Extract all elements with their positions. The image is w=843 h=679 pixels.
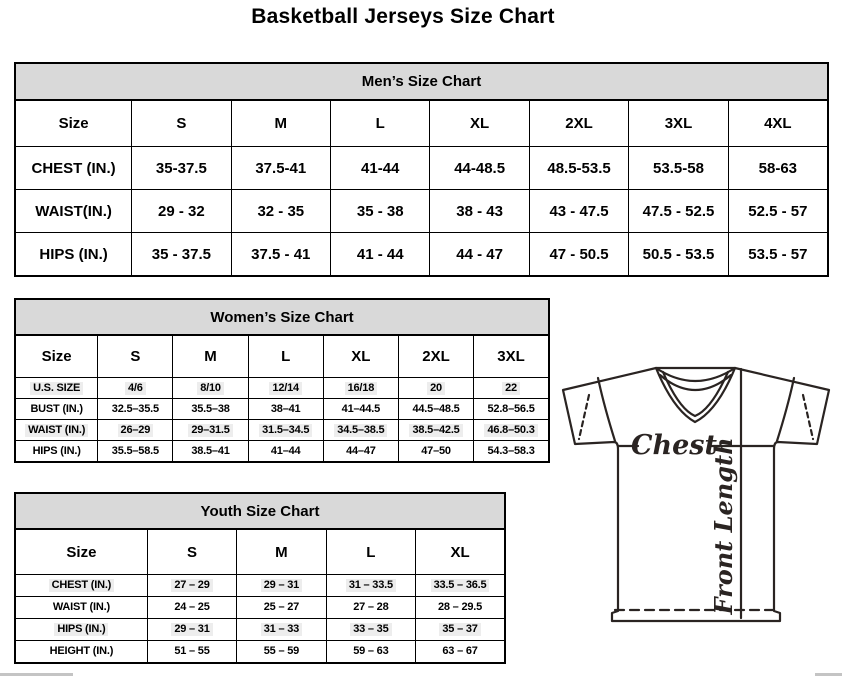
row-label-cell (15, 399, 98, 420)
column-header-cell: S (147, 529, 236, 575)
value-cell (323, 420, 398, 441)
cell-text: 52.5 - 57 (748, 202, 808, 220)
cell-text: 32.5–35.5 (111, 402, 159, 415)
cell-text: 33 – 35 (350, 623, 391, 636)
table-title: Women’s Size Chart (15, 299, 549, 335)
value-cell (132, 147, 231, 190)
cell-text: 27 – 29 (171, 579, 212, 592)
value-cell (98, 399, 173, 420)
column-header-row (15, 529, 505, 575)
table-row (15, 190, 828, 233)
cell-text: 41-44 (361, 159, 400, 177)
value-cell (529, 190, 628, 233)
cell-text: HIPS (IN.) (39, 245, 108, 263)
cell-text: 22 (502, 382, 520, 395)
value-cell (248, 420, 323, 441)
column-header-cell: L (248, 335, 323, 378)
cell-text: 35.5–38 (191, 402, 230, 415)
cell-text: 27 – 28 (353, 601, 389, 613)
front-length-label: Front Length (709, 437, 738, 615)
value-cell (416, 641, 505, 664)
value-cell (147, 641, 236, 664)
value-cell (728, 233, 828, 277)
table-row (15, 641, 505, 664)
column-header-row (15, 335, 549, 378)
cell-text: 59 – 63 (353, 645, 389, 657)
cell-text: 35 – 37 (439, 623, 480, 636)
column-header-cell: S (132, 100, 231, 147)
row-label-cell (15, 641, 147, 664)
youth-size-chart-table (14, 492, 506, 664)
value-cell (629, 147, 728, 190)
hscrollbar-fragment-right[interactable] (815, 673, 842, 676)
cell-text: 51 – 55 (174, 645, 210, 657)
value-cell (326, 641, 415, 664)
value-cell (331, 147, 430, 190)
column-header-row (15, 100, 828, 147)
cell-text: CHEST (IN.) (31, 159, 116, 177)
cell-text: 54.3–58.3 (487, 444, 535, 457)
jersey-measurement-diagram (558, 354, 842, 630)
value-cell (231, 190, 330, 233)
table-title-row (15, 493, 505, 529)
column-header-cell: M (173, 335, 248, 378)
cell-text: 44.5–48.5 (412, 402, 460, 415)
cell-text: 47.5 - 52.5 (642, 202, 715, 220)
page-title: Basketball Jerseys Size Chart (251, 5, 555, 28)
cell-text: 53.5 - 57 (748, 245, 808, 263)
cell-text: 38.5–42.5 (409, 424, 462, 437)
cell-text: 38–41 (270, 402, 301, 415)
column-header-cell: XL (416, 529, 505, 575)
value-cell (474, 441, 549, 463)
table-title: Men’s Size Chart (15, 63, 828, 100)
row-label-cell (15, 147, 132, 190)
cell-text: HIPS (IN.) (54, 623, 108, 636)
value-cell (474, 378, 549, 399)
value-cell (173, 441, 248, 463)
table-row (15, 399, 549, 420)
value-cell (323, 441, 398, 463)
value-cell (248, 441, 323, 463)
row-label-cell (15, 441, 98, 463)
value-cell (231, 233, 330, 277)
cell-text: 50.5 - 53.5 (642, 245, 715, 263)
cell-text: 25 – 27 (263, 601, 300, 613)
column-header-cell: S (98, 335, 173, 378)
cell-text: 63 – 67 (442, 645, 478, 657)
value-cell (529, 233, 628, 277)
table-title-row (15, 299, 549, 335)
cell-text: BUST (IN.) (30, 402, 83, 415)
cell-text: 41–44 (270, 444, 301, 457)
value-cell (147, 575, 236, 597)
table-title-row (15, 63, 828, 100)
cell-text: 26–29 (118, 424, 154, 437)
column-header-cell: 3XL (474, 335, 549, 378)
jersey-outline (563, 368, 829, 621)
value-cell (147, 597, 236, 619)
column-header-cell: XL (323, 335, 398, 378)
cell-text: WAIST(IN.) (35, 202, 112, 220)
cell-text: 29 - 32 (158, 202, 205, 220)
cell-text: 47–50 (421, 444, 451, 457)
cell-text: 29 – 31 (171, 623, 212, 636)
row-label-cell (15, 597, 147, 619)
cell-text: 53.5-58 (653, 159, 704, 177)
value-cell (326, 575, 415, 597)
value-cell (430, 233, 529, 277)
cell-text: 37.5 - 41 (251, 245, 311, 263)
column-header-cell: M (231, 100, 330, 147)
cell-text: 16/18 (345, 382, 378, 395)
cell-text: 41 - 44 (356, 245, 404, 263)
cell-text: 52.8–56.5 (487, 402, 535, 415)
value-cell (323, 399, 398, 420)
value-cell (248, 399, 323, 420)
cell-text: 55 – 59 (263, 645, 300, 657)
value-cell (326, 619, 415, 641)
column-header-cell: Size (15, 335, 98, 378)
cell-text: WAIST (IN.) (52, 601, 110, 613)
value-cell (331, 233, 430, 277)
table-row (15, 619, 505, 641)
value-cell (98, 441, 173, 463)
column-header-cell: L (326, 529, 415, 575)
cell-text: 32 - 35 (257, 202, 305, 220)
column-header-cell: 2XL (398, 335, 473, 378)
row-label-cell (15, 420, 98, 441)
row-label-cell (15, 378, 98, 399)
cell-text: 33.5 – 36.5 (431, 579, 490, 592)
cell-text: 31.5–34.5 (259, 424, 312, 437)
column-header-cell: 2XL (529, 100, 628, 147)
value-cell (416, 619, 505, 641)
cell-text: 24 – 25 (174, 601, 210, 613)
value-cell (237, 575, 326, 597)
cell-text: 35 - 37.5 (151, 245, 211, 263)
column-header-cell: M (237, 529, 326, 575)
womens-size-chart-table (14, 298, 550, 463)
value-cell (173, 420, 248, 441)
value-cell (398, 378, 473, 399)
cell-text: 29 – 31 (261, 579, 302, 592)
cell-text: 35-37.5 (155, 159, 207, 177)
value-cell (430, 190, 529, 233)
cell-text: HIPS (IN.) (32, 444, 81, 457)
cell-text: 35 - 38 (356, 202, 404, 220)
cell-text: 4/6 (125, 382, 146, 395)
table-row (15, 420, 549, 441)
value-cell (237, 619, 326, 641)
cell-text: 28 – 29.5 (437, 601, 483, 613)
value-cell (237, 597, 326, 619)
value-cell (629, 190, 728, 233)
cell-text: 12/14 (269, 382, 302, 395)
value-cell (728, 190, 828, 233)
value-cell (474, 420, 549, 441)
value-cell (147, 619, 236, 641)
cell-text: 8/10 (197, 382, 224, 395)
cell-text: 29–31.5 (188, 424, 232, 437)
cell-text: 37.5-41 (255, 159, 307, 177)
value-cell (248, 378, 323, 399)
cell-text: 43 - 47.5 (549, 202, 609, 220)
row-label-cell (15, 575, 147, 597)
cell-text: 20 (427, 382, 445, 395)
cell-text: 47 - 50.5 (549, 245, 609, 263)
cell-text: U.S. SIZE (30, 382, 83, 395)
cell-text: 41–44.5 (341, 402, 381, 415)
value-cell (98, 378, 173, 399)
table-row (15, 147, 828, 190)
value-cell (430, 147, 529, 190)
cell-text: 35.5–58.5 (111, 444, 159, 457)
cell-text: WAIST (IN.) (25, 424, 88, 437)
column-header-cell: 3XL (629, 100, 728, 147)
value-cell (231, 147, 330, 190)
table-row (15, 233, 828, 277)
cell-text: 31 – 33 (261, 623, 302, 636)
value-cell (323, 378, 398, 399)
value-cell (728, 147, 828, 190)
value-cell (398, 441, 473, 463)
value-cell (398, 420, 473, 441)
row-label-cell (15, 619, 147, 641)
column-header-cell: Size (15, 100, 132, 147)
value-cell (474, 399, 549, 420)
cell-text: 44 - 47 (456, 245, 503, 263)
value-cell (173, 399, 248, 420)
table-row (15, 378, 549, 399)
hscrollbar-fragment-left[interactable] (0, 673, 73, 676)
cell-text: 38 - 43 (456, 202, 503, 220)
column-header-cell: XL (430, 100, 529, 147)
row-label-cell (15, 233, 132, 277)
value-cell (237, 641, 326, 664)
mens-size-chart-table (14, 62, 829, 277)
value-cell (416, 597, 505, 619)
value-cell (132, 233, 231, 277)
cell-text: 31 – 33.5 (346, 579, 396, 592)
cell-text: 58-63 (758, 159, 798, 177)
column-header-cell: 4XL (728, 100, 828, 147)
table-row (15, 597, 505, 619)
cell-text: 48.5-53.5 (547, 159, 611, 177)
cell-text: CHEST (IN.) (49, 579, 115, 592)
table-title: Youth Size Chart (15, 493, 505, 529)
column-header-cell: Size (15, 529, 147, 575)
chest-label: Chest (631, 430, 717, 461)
cell-text: 46.8–50.3 (484, 424, 537, 437)
cell-text: HEIGHT (IN.) (49, 645, 114, 657)
column-header-cell: L (331, 100, 430, 147)
table-row (15, 575, 505, 597)
value-cell (398, 399, 473, 420)
value-cell (529, 147, 628, 190)
cell-text: 38.5–41 (191, 444, 230, 457)
value-cell (173, 378, 248, 399)
row-label-cell (15, 190, 132, 233)
value-cell (326, 597, 415, 619)
table-row (15, 441, 549, 463)
value-cell (98, 420, 173, 441)
value-cell (132, 190, 231, 233)
cell-text: 44–47 (346, 444, 376, 457)
value-cell (331, 190, 430, 233)
value-cell (416, 575, 505, 597)
value-cell (629, 233, 728, 277)
cell-text: 34.5–38.5 (334, 424, 387, 437)
cell-text: 44-48.5 (454, 159, 506, 177)
